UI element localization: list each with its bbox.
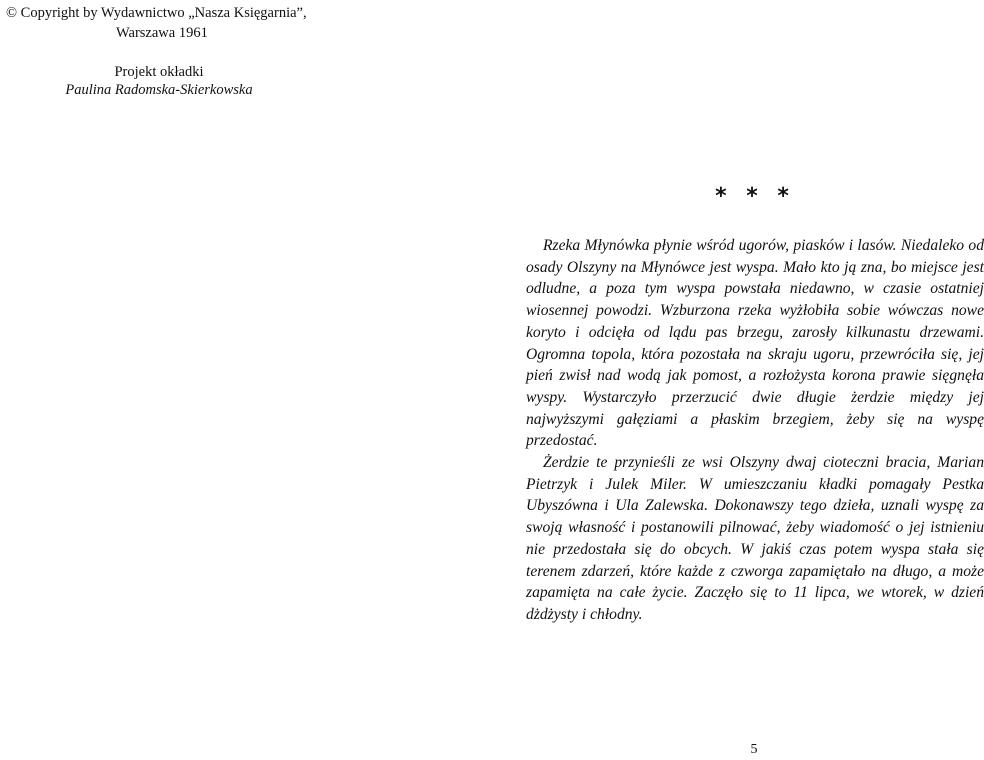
paragraph-1: Rzeka Młynówka płynie wśród ugorów, piasków i lasów. Niedaleko od osady Olszyny na Młynówce jest wyspa. Mało kto ją zna, bo miejsce jest odludne, a poza tym wyspa powstała niedawno, w czasie ostatniej wiosennej powodzi. Wzburzona rzeka wyżłobiła sobie wówczas nowe koryto i odcięła od lądu pas brzegu, zarosły kilkunastu drzewami. Ogromna topola, która pozostała na skraju ugoru, przewróciła się, jej pień zwisł nad wodą jak pomost, a rozłożysta korona prawie sięgnęła wyspy. Wystarczyło przerzucić dwie długie żerdzie między jej najwyższymi gałęziami a płaskim brzegiem, żeby się na wyspę przedostać. bbox=[526, 237, 984, 450]
copyright-place-year: Warszawa 1961 bbox=[116, 25, 208, 41]
chapter-body bbox=[526, 235, 984, 626]
copyright-publisher: © Copyright by Wydawnictwo „Nasza Księgarnia”, bbox=[6, 5, 307, 21]
cover-credits bbox=[0, 63, 318, 99]
cover-designer-name: Paulina Radomska-Skierkowska bbox=[65, 82, 253, 98]
paragraph-2: Żerdzie te przynieśli ze wsi Olszyny dwaj cioteczni bracia, Marian Pietrzyk i Julek Miler. W umieszczaniu kładki pomagały Pestka Ubyszówna i Ula Zalewska. Dokonawszy tego dzieła, uznali wyspę za swoją własność i postanowili pilnować, żeby wiadomość o jej istnieniu nie przedostała się do obcych. W jakiś czas potem wyspa stała się terenem zdarzeń, które każde z czworga zapamiętało na długo, a może zapamięta na całe życie. Zaczęło się to 11 lipca, we wtorek, w dzień dżdżysty i chłodny. bbox=[526, 454, 984, 623]
page-number: 5 bbox=[750, 742, 758, 757]
cover-design-label: Projekt okładki bbox=[114, 64, 204, 80]
copyright-notice bbox=[6, 3, 326, 43]
section-asterisks: * * * bbox=[715, 184, 795, 209]
